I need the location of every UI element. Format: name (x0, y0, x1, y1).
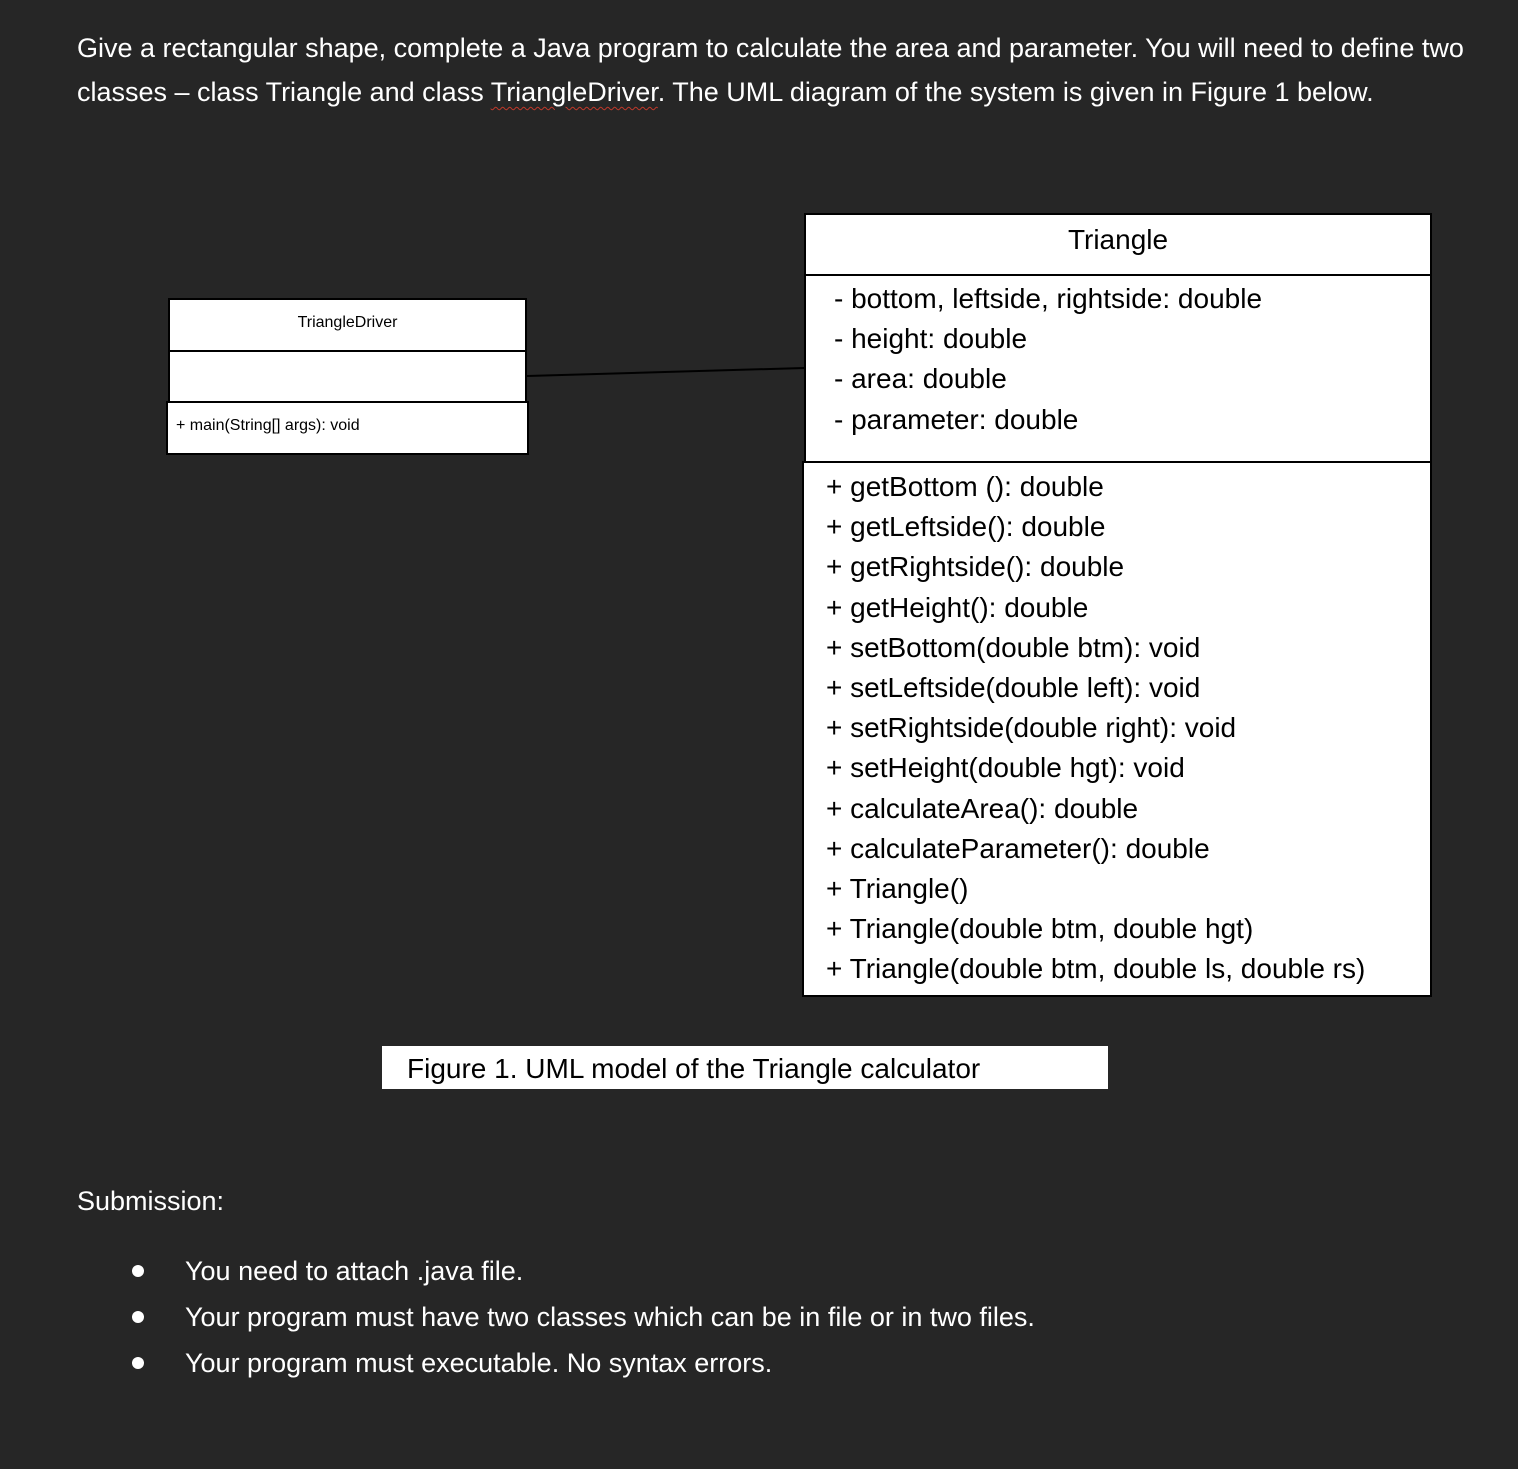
attribute-area: - area: double (834, 363, 1007, 395)
triangle-methods-compartment (802, 461, 1432, 997)
figure-caption-text: Figure 1. UML model of the Triangle calculator (407, 1053, 981, 1084)
list-item (0, 1340, 1035, 1386)
association-connector (527, 368, 804, 376)
list-item-text: Your program must have two classes which can be in file or in two files. (185, 1302, 1035, 1332)
driver-class-name: TriangleDriver (297, 314, 398, 331)
method-set-rightside: + setRightside(double right): void (826, 712, 1237, 744)
bullet-icon (132, 1265, 144, 1277)
method-get-height: + getHeight(): double (826, 591, 1089, 623)
submission-heading: Submission: (77, 1186, 225, 1216)
figure-caption (382, 1046, 1108, 1089)
method-calculate-area: + calculateArea(): double (826, 792, 1139, 824)
list-item (0, 1248, 1035, 1294)
attribute-parameter: - parameter: double (834, 403, 1079, 435)
method-get-bottom: + getBottom (): double (826, 471, 1104, 502)
bullet-icon (132, 1311, 144, 1323)
intro-paragraph (77, 26, 1487, 114)
intro-text-part2: . The UML diagram of the system is given in Figure 1 below. (657, 77, 1374, 107)
submission-list (0, 1248, 1035, 1386)
intro-text-part1: Give a rectangular shape, complete a Java program to calculate the area and parameter. You will need to define two classes – class Triangle and class (77, 33, 1464, 107)
triangle-class-name-compartment (804, 213, 1432, 276)
bullet-icon (132, 1357, 144, 1369)
driver-main-method: + main(String[] args): void (176, 417, 360, 434)
method-get-leftside: + getLeftside(): double (826, 511, 1106, 543)
method-set-height: + setHeight(double hgt): void (826, 752, 1185, 784)
method-set-leftside: + setLeftside(double left): void (826, 672, 1201, 704)
driver-methods-compartment (166, 401, 529, 455)
attribute-sides: - bottom, leftside, rightside: double (834, 283, 1263, 314)
method-get-rightside: + getRightside(): double (826, 551, 1125, 583)
triangle-attributes-compartment (804, 274, 1432, 464)
driver-class-name-compartment (168, 298, 527, 352)
list-item (0, 1294, 1035, 1340)
list-item-text: You need to attach .java file. (185, 1256, 524, 1286)
method-calculate-parameter: + calculateParameter(): double (826, 832, 1210, 864)
constructor-default: + Triangle() (826, 873, 969, 905)
constructor-two-args: + Triangle(double btm, double hgt) (826, 913, 1254, 945)
attribute-height: - height: double (834, 323, 1028, 355)
constructor-three-args: + Triangle(double btm, double ls, double rs) (826, 953, 1366, 985)
triangle-class-name: Triangle (1067, 224, 1169, 255)
method-set-bottom: + setBottom(double btm): void (826, 631, 1201, 663)
driver-attributes-compartment (168, 350, 527, 403)
list-item-text: Your program must executable. No syntax errors. (185, 1348, 773, 1378)
spellcheck-word: TriangleDriver (490, 77, 658, 107)
